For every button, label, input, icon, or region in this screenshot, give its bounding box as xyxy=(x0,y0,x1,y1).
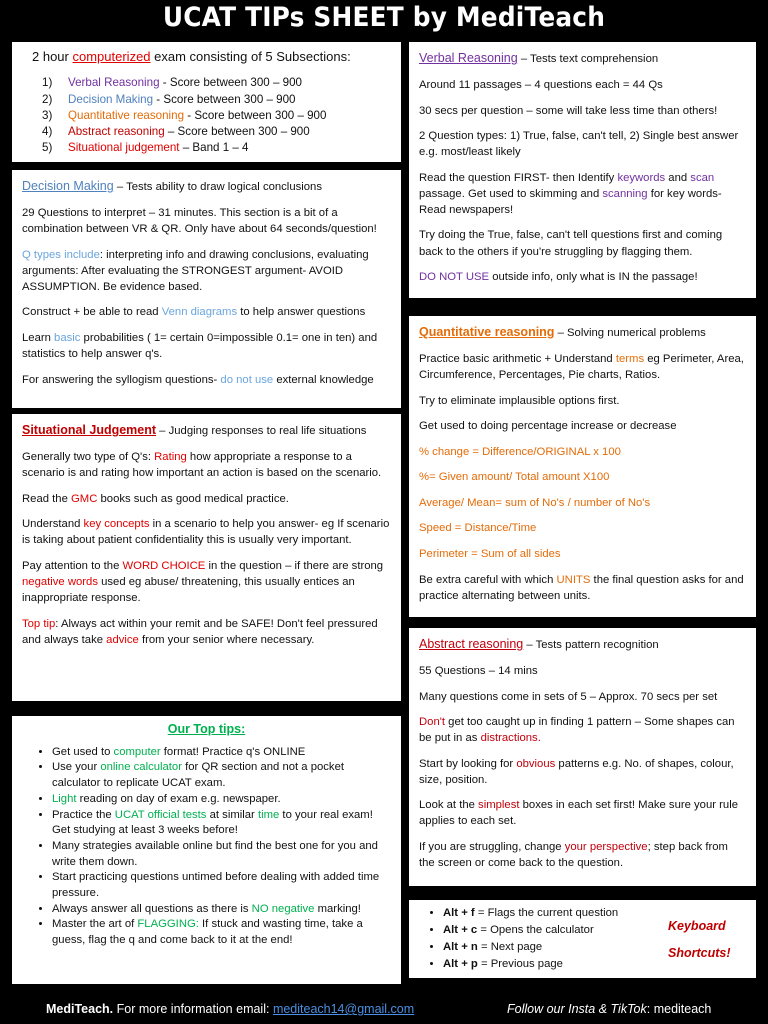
paragraph: 55 Questions – 14 mins xyxy=(419,665,538,678)
paragraph: Get used to doing percentage increase or decrease xyxy=(419,420,677,433)
top-tips-heading: Our Top tips: xyxy=(167,722,246,736)
paragraph: Generally two type of Q's: Rating how appropriate a response to a scenario is and rating how important an action is based on the scenario. xyxy=(22,451,382,480)
formula: Speed = Distance/Time xyxy=(419,522,537,535)
list-item: 4) Abstract reasoning – Score between 300 – 900 xyxy=(42,125,310,139)
paragraph: Try doing the True, false, can't tell questions first and coming back to the others if you're struggling by flagging them. xyxy=(419,229,723,258)
formula: %= Given amount/ Total amount X100 xyxy=(419,471,610,484)
list-item: 2) Decision Making - Score between 300 – 900 xyxy=(42,92,296,106)
list-item: • Use your online calculator for QR section and not a pocket calculator to replicate UCAT exam. xyxy=(52,760,391,791)
page-title: UCAT TIPs SHEET by MediTeach xyxy=(162,2,606,33)
list-item: • Get used to computer format! Practice q's ONLINE xyxy=(52,745,391,761)
quantitative-reasoning-section xyxy=(409,316,756,617)
list-item: • Alt + f = Flags the current question xyxy=(443,905,746,922)
list-item: • Master the art of FLAGGING: If stuck and wasting time, take a guess, flag the q and come back to it at the end! xyxy=(52,917,391,948)
list-item: • Practice the UCAT official tests at similar time to your real exam! Get studying at least 3 weeks before! xyxy=(52,808,391,839)
list-item: • Many strategies available online but find the best one for you and write them down. xyxy=(52,839,391,870)
paragraph: Read the GMC books such as good medical practice. xyxy=(22,492,289,505)
footer-contact: MediTeach. For more information email: mediteach14@gmail.com xyxy=(46,1002,415,1016)
verbal-reasoning-section xyxy=(409,42,756,298)
paragraph: 29 Questions to interpret – 31 minutes. This section is a bit of a combination between VR & QR. Only have about 64 seconds/question! xyxy=(22,207,377,236)
paragraph: Many questions come in sets of 5 – Approx. 70 secs per set xyxy=(419,690,718,703)
abstract-heading: Abstract reasoning – Tests pattern recognition xyxy=(419,637,659,651)
paragraph: Look at the simplest boxes in each set first! Make sure your rule applies to each set. xyxy=(419,799,738,828)
intro-section xyxy=(12,42,401,162)
email-link[interactable]: mediteach14@gmail.com xyxy=(272,1002,415,1016)
list-item: 5) Situational judgement – Band 1 – 4 xyxy=(42,141,249,155)
top-tips-section xyxy=(12,716,401,984)
paragraph: Learn basic probabilities ( 1= certain 0=impossible 0.1= one in ten) and statistics to help answer q's. xyxy=(22,331,378,360)
paragraph: Around 11 passages – 4 questions each = 44 Qs xyxy=(419,79,663,92)
intro-text: 2 hour computerized exam consisting of 5 Subsections: xyxy=(32,49,351,64)
situational-heading: Situational Judgement – Judging responses to real life situations xyxy=(22,423,367,437)
formula: Average/ Mean= sum of No's / number of No's xyxy=(419,496,651,509)
paragraph: Read the question FIRST- then Identify keywords and scan passage. Get used to skimming and scanning for key words- Read newspapers! xyxy=(419,171,722,216)
decision-heading: Decision Making – Tests ability to draw logical conclusions xyxy=(22,179,322,193)
list-item: • Light reading on day of exam e.g. newspaper. xyxy=(52,792,391,808)
shortcuts-label: Keyboard Shortcuts! xyxy=(668,919,731,960)
formula: % change = Difference/ORIGINAL x 100 xyxy=(419,445,621,458)
keyboard-shortcuts-section xyxy=(409,900,756,978)
paragraph: Practice basic arithmetic + Understand terms eg Perimeter, Area, Circumference, Percentages, Pie charts, Ratios. xyxy=(419,353,744,382)
list-item: • Alt + n = Next page xyxy=(443,939,746,956)
list-item: 3) Quantitative reasoning - Score between 300 – 900 xyxy=(42,108,327,122)
verbal-heading: Verbal Reasoning – Tests text comprehension xyxy=(419,51,659,65)
paragraph: 2 Question types: 1) True, false, can't tell, 2) Single best answer e.g. most/least likely xyxy=(419,130,739,159)
formula: Perimeter = Sum of all sides xyxy=(419,548,561,560)
footer-social: Follow our Insta & TikTok: mediteach xyxy=(507,1002,712,1016)
list-item: • Always answer all questions as there is NO negative marking! xyxy=(52,902,391,918)
subsection-list xyxy=(22,75,391,156)
list-item: • Alt + c = Opens the calculator xyxy=(443,922,746,939)
list-item: • Start practicing questions untimed before dealing with added time pressure. xyxy=(52,870,391,901)
paragraph: DO NOT USE outside info, only what is IN the passage! xyxy=(419,271,698,284)
paragraph: Understand key concepts in a scenario to help you answer- eg If scenario is taking about patient confidentiality this is usually very important. xyxy=(22,518,390,547)
paragraph: Pay attention to the WORD CHOICE in the question – if there are strong negative words used eg abuse/ threatening, this usually entices an inappropriate response. xyxy=(22,559,384,604)
top-tips-list xyxy=(22,745,391,949)
paragraph: If you are struggling, change your perspective; step back from the screen or come back to the question. xyxy=(419,841,728,870)
paragraph: Construct + be able to read Venn diagrams to help answer questions xyxy=(22,306,366,319)
list-item: 1) Verbal Reasoning - Score between 300 – 900 xyxy=(42,76,302,90)
decision-making-section xyxy=(12,170,401,408)
paragraph: For answering the syllogism questions- do not use external knowledge xyxy=(22,373,374,386)
quant-heading: Quantitative reasoning – Solving numerical problems xyxy=(419,325,706,339)
paragraph: Try to eliminate implausible options first. xyxy=(419,394,620,407)
paragraph: Q types include: interpreting info and drawing conclusions, evaluating arguments: After evaluating the STRONGEST argument- AVOID ASSUMPTION. Be evidence based. xyxy=(22,248,369,293)
list-item: • Alt + p = Previous page xyxy=(443,956,746,973)
paragraph: Don't get too caught up in finding 1 pattern – Some shapes can be put in as distractions. xyxy=(419,716,735,745)
computerized-highlight: computerized xyxy=(72,49,151,64)
abstract-reasoning-section xyxy=(409,628,756,886)
paragraph: Top tip: Always act within your remit and be SAFE! Don't feel pressured and always take advice from your senior where necessary. xyxy=(22,617,378,646)
paragraph: Start by looking for obvious patterns e.g. No. of shapes, colour, size, position. xyxy=(419,757,734,786)
paragraph: Be extra careful with which UNITS the final question asks for and practice alternating between units. xyxy=(419,573,744,602)
situational-judgement-section xyxy=(12,414,401,701)
paragraph: 30 secs per question – some will take less time than others! xyxy=(419,104,718,117)
